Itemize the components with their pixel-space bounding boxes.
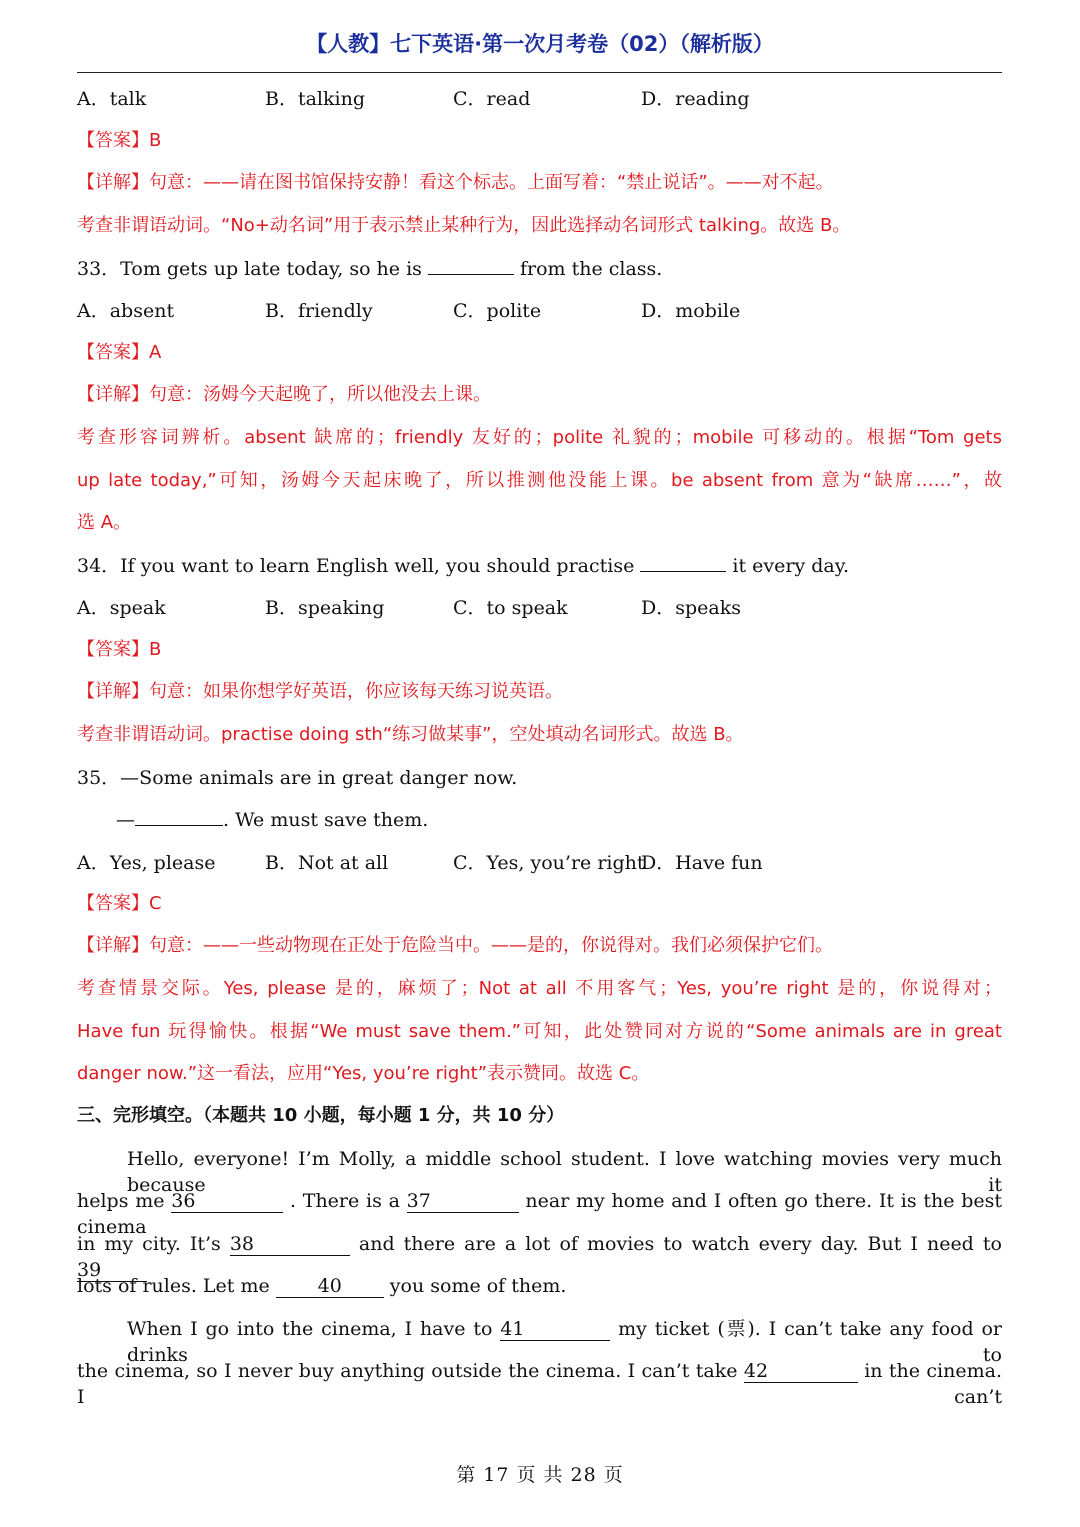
option-b: B．Not at all <box>265 852 389 874</box>
q33-detail-explanation-2: up late today,”可知，汤姆今天起床晚了，所以推测他没能上课。be absent from 意为“缺席……”，故 <box>77 470 1002 491</box>
passage-text: When I go into the cinema, I have to <box>127 1318 501 1340</box>
option-a: A．Yes, please <box>77 852 216 874</box>
header-divider <box>77 72 1002 73</box>
q35-detail-explanation-3: danger now.”这一看法，应用“Yes, you’re right”表示赞同。故选 C。 <box>77 1063 650 1084</box>
q34-answer: 【答案】B <box>77 639 162 660</box>
passage-text: the cinema, so I never buy anything outside the cinema. I can’t take <box>77 1360 744 1382</box>
passage-text: . There is a <box>289 1190 407 1212</box>
q34-stem-after: it every day. <box>726 555 849 577</box>
blank-42: 42 <box>744 1360 858 1383</box>
passage-text: you some of them. <box>383 1275 567 1297</box>
passage-text: lots of rules. Let me <box>77 1275 276 1297</box>
option-b: B．speaking <box>265 597 385 619</box>
passage-text: in the cinema. I can’t <box>77 1360 1002 1408</box>
blank-39: 39 <box>77 1259 147 1282</box>
option-a: A．talk <box>77 88 147 110</box>
q33-stem-before: 33．Tom gets up late today, so he is <box>77 258 428 280</box>
option-d: D．mobile <box>641 300 741 322</box>
q35-stem-line-1: 35．—Some animals are in great danger now. <box>77 767 518 789</box>
q35-stem-line-2 <box>116 807 1002 833</box>
q34-detail-explanation: 考查非谓语动词。practise doing sth“练习做某事”，空处填动名词形式。故选 B。 <box>77 724 744 745</box>
q32-detail-translation: 【详解】句意：——请在图书馆保持安静！看这个标志。上面写着：“禁止说话”。——对不起。 <box>77 172 834 193</box>
page-number: 第 17 页 共 28 页 <box>456 1464 624 1486</box>
q33-detail-explanation-3: 选 A。 <box>77 512 132 533</box>
q32-answer: 【答案】B <box>77 130 162 151</box>
option-c: C．polite <box>453 300 542 322</box>
q35-detail-explanation-2: Have fun 玩得愉快。根据“We must save them.”可知，此处赞同对方说的“Some animals are in great <box>77 1021 1002 1042</box>
page-header-title: 【人教】七下英语·第一次月考卷（02）（解析版） <box>306 32 774 56</box>
option-d: D．reading <box>641 88 750 110</box>
option-a: A．absent <box>77 300 175 322</box>
q32-detail-explanation: 考查非谓语动词。“No+动名词”用于表示禁止某种行为，因此选择动名词形式 talking。故选 B。 <box>77 215 851 236</box>
q34-detail-translation: 【详解】句意：如果你想学好英语，你应该每天练习说英语。 <box>77 681 563 702</box>
blank-38: 38 <box>230 1233 350 1256</box>
option-d: D．Have fun <box>641 852 763 874</box>
q33-detail-explanation-1: 考查形容词辨析。absent 缺席的；friendly 友好的；polite 礼貌的；mobile 可移动的。根据“Tom gets <box>77 427 1002 448</box>
option-c: C．read <box>453 88 531 110</box>
blank-37: 37 <box>407 1190 519 1213</box>
passage-p1-line-4 <box>77 1273 1002 1299</box>
q35-detail-translation: 【详解】句意：——一些动物现在正处于危险当中。——是的，你说得对。我们必须保护它们。 <box>77 935 833 956</box>
option-d: D．speaks <box>641 597 741 619</box>
q35-detail-explanation-1: 考查情景交际。Yes, please 是的，麻烦了；Not at all 不用客气；Yes, you’re right 是的，你说得对； <box>77 978 1002 999</box>
passage-text: my ticket (票). I can’t take any food or drinks to <box>127 1318 1002 1366</box>
q33-blank <box>428 274 514 275</box>
q34-stem-before: 34．If you want to learn English well, you should practise <box>77 555 641 577</box>
option-b: B．talking <box>265 88 365 110</box>
blank-41: 41 <box>500 1318 610 1341</box>
passage-text: helps me <box>77 1190 172 1212</box>
option-c: C．to speak <box>453 597 568 619</box>
blank-40: 40 <box>276 1275 384 1298</box>
section-heading: 三、完形填空。（本题共 10 小题，每小题 1 分，共 10 分） <box>77 1105 565 1126</box>
q35-answer: 【答案】C <box>77 893 162 914</box>
passage-text: in my city. It’s <box>77 1233 230 1255</box>
option-c: C．Yes, you’re right <box>453 852 645 874</box>
passage-text: near my home and I often go there. It is the best cinema <box>77 1190 1002 1238</box>
q34-blank <box>640 571 726 572</box>
q35-stem-after: . We must save them. <box>223 809 429 831</box>
q33-detail-translation: 【详解】句意：汤姆今天起晚了，所以他没去上课。 <box>77 384 491 405</box>
q33-stem-after: from the class. <box>513 258 663 280</box>
passage-p1-line-1: Hello, everyone! I’m Molly, a middle school student. I love watching movies very much because it <box>127 1148 1002 1196</box>
q35-blank <box>135 825 223 826</box>
option-a: A．speak <box>77 597 166 619</box>
blank-36: 36 <box>171 1190 283 1213</box>
option-b: B．friendly <box>265 300 373 322</box>
passage-p2-line-2 <box>77 1358 1002 1410</box>
q34-stem <box>77 553 1002 579</box>
q33-stem <box>77 256 1002 282</box>
q35-stem-dash: — <box>116 809 135 831</box>
passage-text: and there are a lot of movies to watch every day. But I need to <box>358 1233 1002 1255</box>
q33-answer: 【答案】A <box>77 342 162 363</box>
